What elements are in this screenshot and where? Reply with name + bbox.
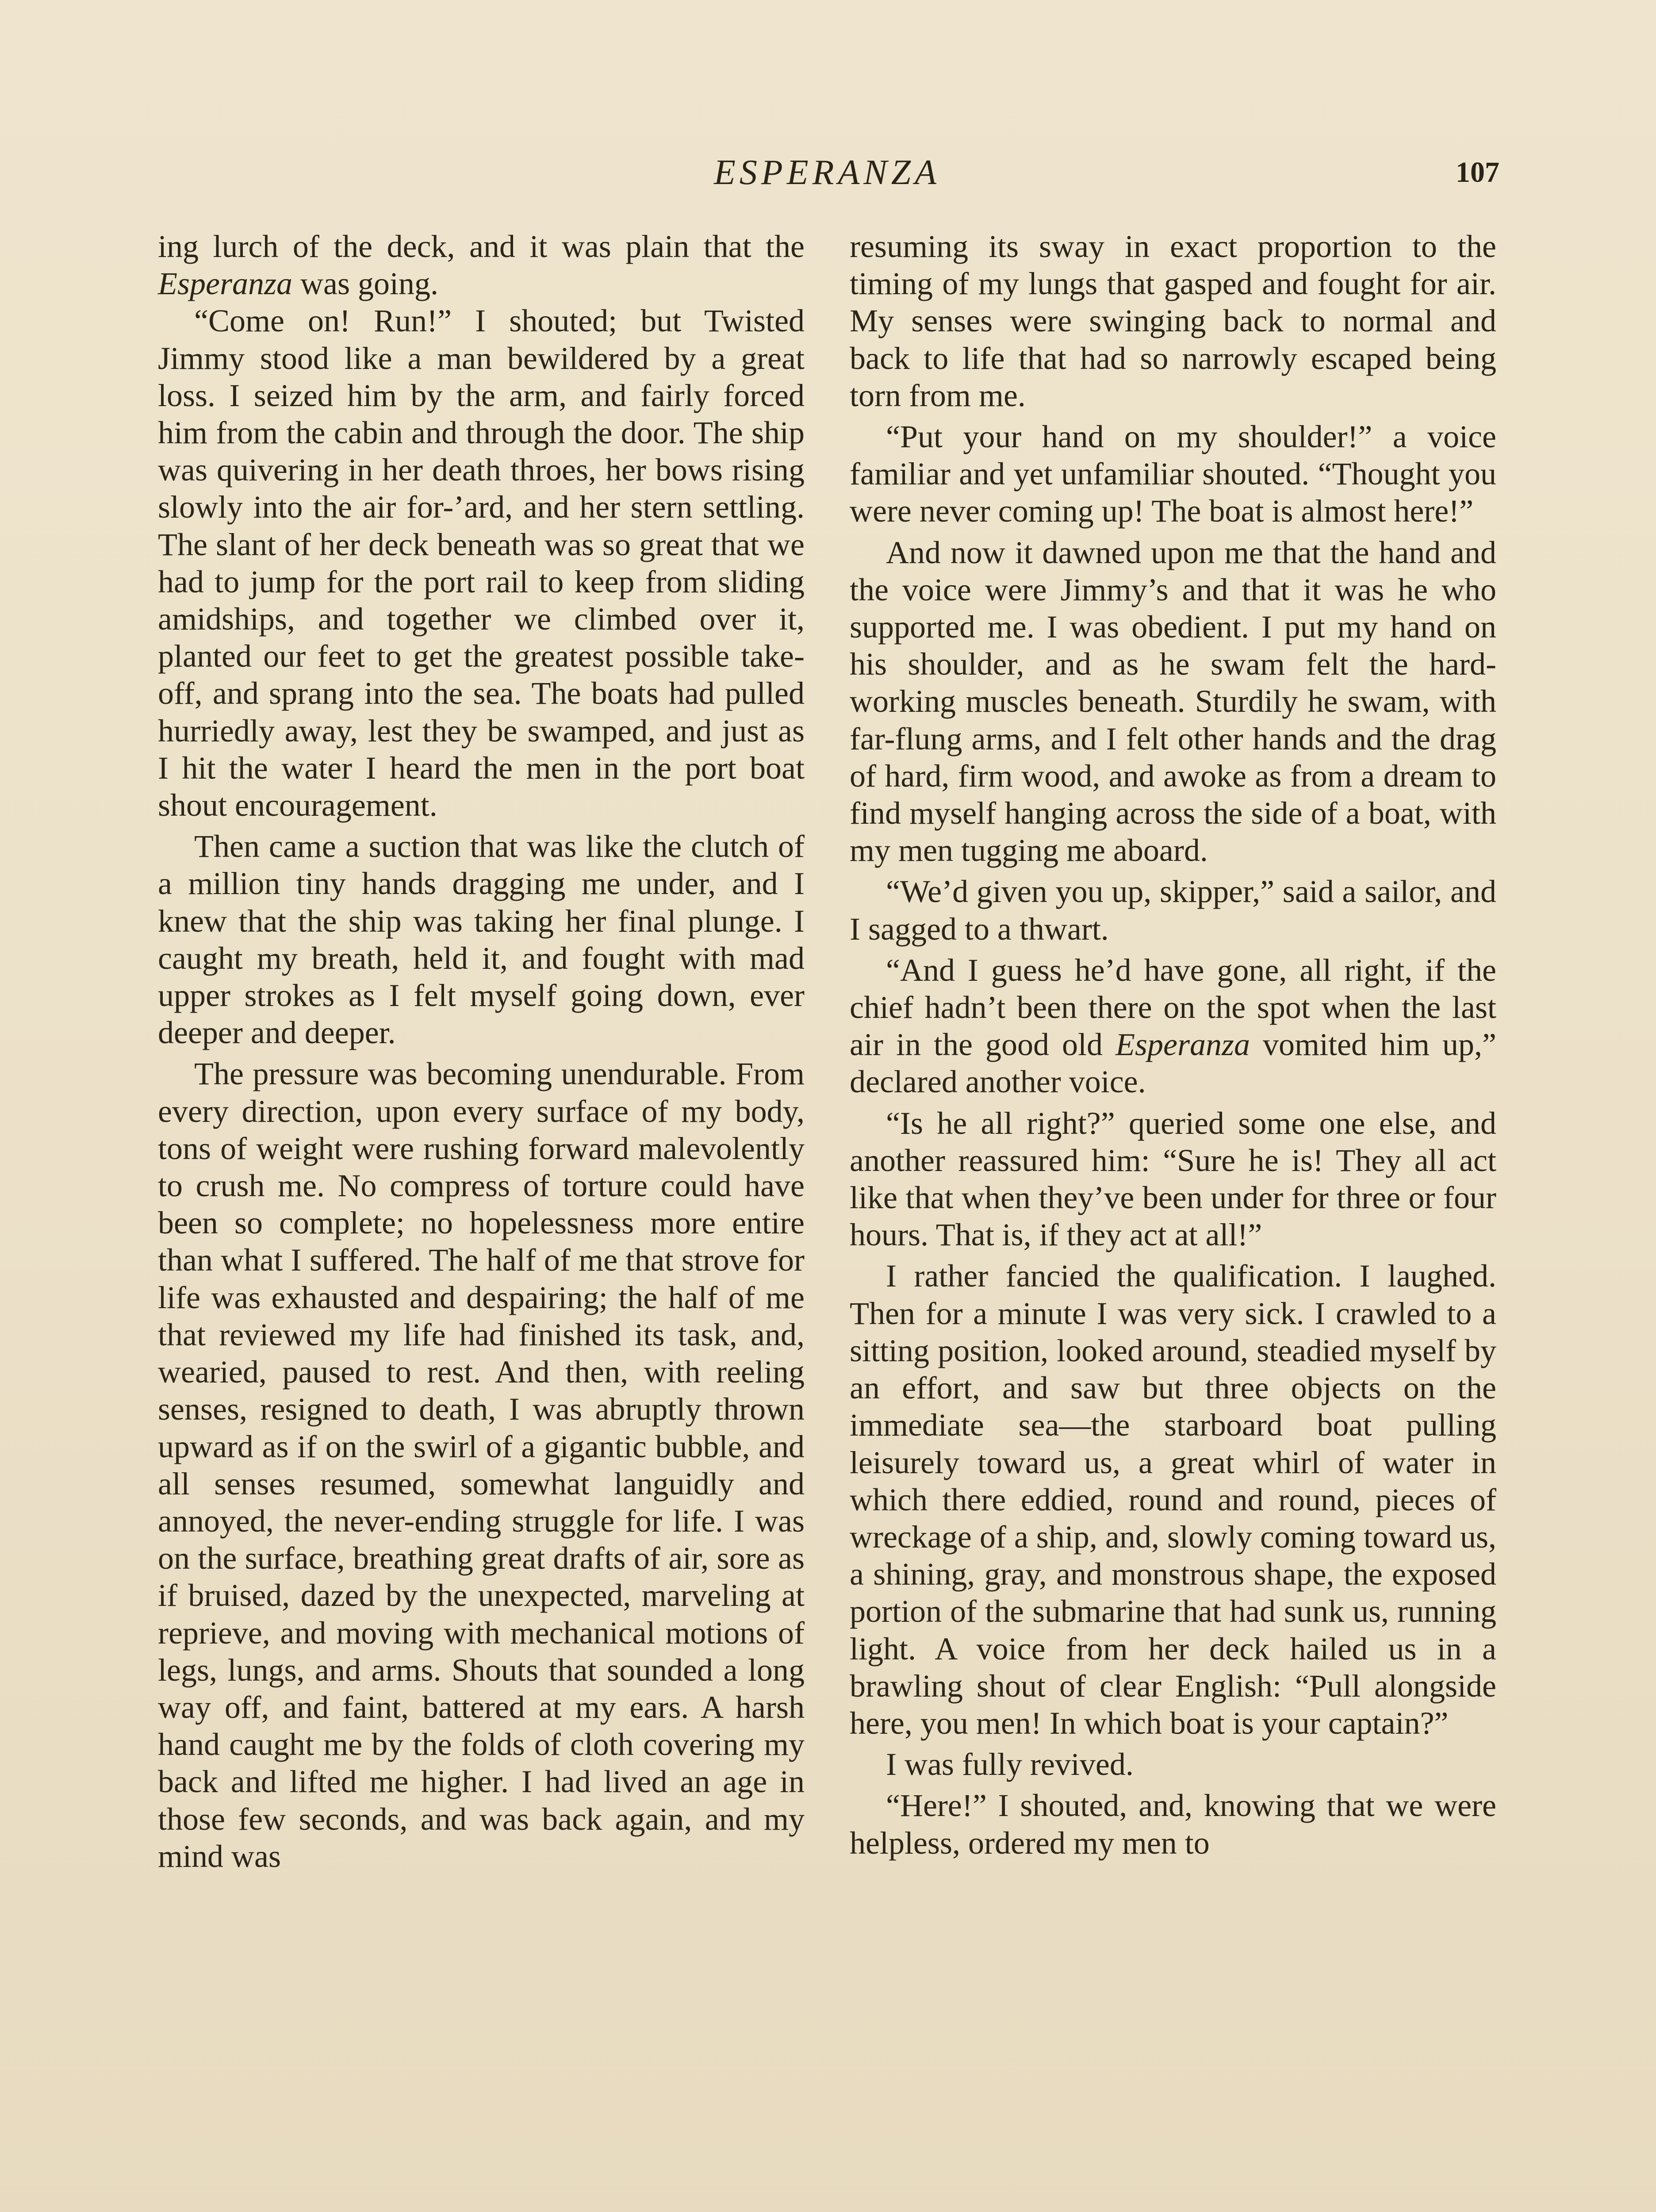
paragraph: I rather fancied the qualification. I laughed. Then for a minute I was very sick. I crawled to a sitting position, looked around, steadied myself by an effort, and saw but three objects on the immediate sea—the starboard boat pulling leisurely toward us, a great whirl of water in which there eddied, round and round, pieces of wreckage of a ship, and, slowly coming toward us, a shining, gray, and monstrous shape, the exposed portion of the submarine that had sunk us, running light. A voice from her deck hailed us in a brawling shout of clear English: “Pull alongside here, you men! In which boat is your captain?” — [850, 1258, 1496, 1741]
paragraph: “Put your hand on my shoulder!” a voice familiar and yet unfamiliar shouted. “Thought you were never coming up! The boat is almost here!” — [850, 419, 1496, 529]
paragraph: The pressure was becoming unendurable. From every direction, upon every surface of my body, tons of weight were rushing forward malevolently to crush me. No compress of torture could have been so complete; no hopelessness more entire than what I suffered. The half of me that strove for life was exhausted and despairing; the half of me that reviewed my life had finished its task, and, wearied, paused to rest. And then, with reeling senses, resigned to death, I was abruptly thrown upward as if on the swirl of a gigantic bubble, and all senses resumed, somewhat languidly and annoyed, the never-ending struggle for life. I was on the surface, breathing great drafts of air, sore as if bruised, dazed by the unexpected, marveling at reprieve, and moving with mechanical motions of legs, lungs, and arms. Shouts that sounded a long way off, and faint, battered at my ears. A harsh hand caught me by the folds of cloth covering my back and lifted me higher. I had lived an age in those few seconds, and was back again, and my mind was — [158, 1056, 805, 1874]
paragraph: ing lurch of the deck, and it was plain that the Esperanza was going. — [158, 229, 805, 302]
paragraph: “And I guess he’d have gone, all right, if the chief hadn’t been there on the spot when the last air in the good old Esperanza vomited him up,” declared another voice. — [850, 952, 1497, 1100]
paragraph: “Here!” I shouted, and, knowing that we were helpless, ordered my men to — [850, 1788, 1496, 1861]
left-column — [158, 228, 805, 1875]
paragraph: I was fully revived. — [886, 1747, 1134, 1782]
paragraph: “Come on! Run!” I shouted; but Twisted Jimmy stood like a man bewildered by a great loss. I seized him by the arm, and fairly forced him from the cabin and through the door. The ship was quivering in her death throes, her bows rising slowly into the air for-’ard, and her stern settling. The slant of her deck beneath was so great that we had to jump for the port rail to keep from sliding amidships, and together we climbed over it, planted our feet to get the greatest possible take-off, and sprang into the sea. The boats had pulled hurriedly away, lest they be swamped, and just as I hit the water I heard the men in the port boat shout encouragement. — [158, 303, 805, 823]
running-head: ESPERANZA — [713, 153, 941, 192]
ship-name: Esperanza — [158, 266, 292, 302]
paragraph: “We’d given you up, skipper,” said a sailor, and I sagged to a thwart. — [850, 874, 1496, 947]
page-number: 107 — [1456, 156, 1499, 188]
ship-name: Esperanza — [1116, 1027, 1250, 1063]
paragraph: “Is he all right?” queried some one else, and another reassured him: “Sure he is! They all act like that when they’ve been under for three or four hours. That is, if they act at all!” — [850, 1105, 1496, 1253]
paragraph: Then came a suction that was like the clutch of a million tiny hands dragging me under, and I knew that the ship was taking her final plunge. I caught my breath, held it, and fought with mad upper strokes as I felt myself going down, ever deeper and deeper. — [158, 829, 805, 1051]
paragraph: resuming its sway in exact proportion to the timing of my lungs that gasped and fought for air. My senses were swinging back to normal and back to life that had so narrowly escaped being torn from me. — [850, 229, 1496, 413]
paragraph: And now it dawned upon me that the hand and the voice were Jimmy’s and that it was he who supported me. I was obedient. I put my hand on his shoulder, and as he swam felt the hard-working muscles beneath. Sturdily he swam, with far-flung arms, and I felt other hands and the drag of hard, firm wood, and awoke as from a dream to find myself hanging across the side of a boat, with my men tugging me aboard. — [850, 534, 1496, 868]
right-column — [850, 228, 1496, 1862]
